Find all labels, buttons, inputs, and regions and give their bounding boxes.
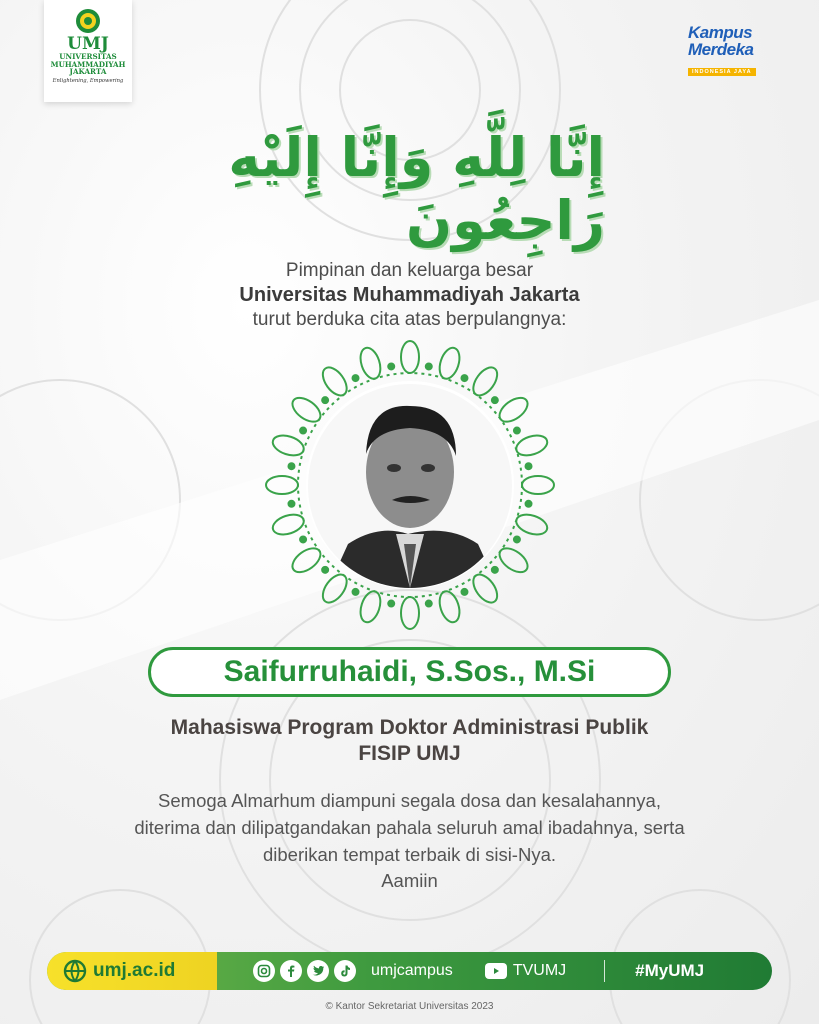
frame-dot (300, 428, 306, 434)
umj-logo (44, 0, 132, 102)
intro-line2: Universitas Muhammadiyah Jakarta (239, 284, 580, 306)
umj-emblem-icon (75, 8, 101, 34)
umj-name-line1: UNIVERSITAS (59, 52, 117, 61)
frame-petal (288, 393, 324, 426)
frame-dot (288, 463, 294, 469)
frame-petal (436, 345, 463, 381)
hashtag: #MyUMJ (635, 961, 705, 980)
website-link[interactable] (47, 952, 217, 990)
frame-dot (426, 601, 432, 607)
frame-dot (461, 375, 467, 381)
frame-petal (401, 597, 419, 629)
tiktok-icon[interactable] (334, 960, 356, 982)
frame-dot (426, 363, 432, 369)
facebook-icon[interactable] (280, 960, 302, 982)
km-line2: Merdeka (688, 40, 754, 59)
frame-petal (401, 341, 419, 373)
youtube-icon (485, 963, 507, 979)
instagram-icon[interactable] (253, 960, 275, 982)
umj-name-line2: MUHAMMADIYAH (50, 59, 126, 69)
frame-petal (522, 476, 554, 494)
frame-dot (353, 375, 359, 381)
frame-dot (353, 589, 359, 595)
social-icons (253, 960, 361, 982)
intro-line1: Pimpinan dan keluarga besar (285, 260, 534, 281)
frame-dot (526, 463, 532, 469)
umj-name-line3: JAKARTA (69, 67, 107, 77)
frame-dot (492, 397, 498, 403)
website-text: umj.ac.id (93, 960, 176, 981)
twitter-icon[interactable] (307, 960, 329, 982)
km-line1: Kampus (688, 23, 753, 42)
frame-petal (270, 432, 306, 459)
frame-petal (357, 345, 384, 381)
umj-abbr: UMJ (67, 34, 109, 54)
frame-dot (288, 501, 294, 507)
role-line1: Mahasiswa Program Doktor Administrasi Publik (170, 716, 649, 739)
frame-petal (469, 363, 502, 399)
portrait-image (308, 384, 512, 588)
frame-dot (526, 501, 532, 507)
frame-petal (318, 363, 351, 399)
kampus-merdeka-logo (688, 24, 780, 74)
deceased-name-text: Saifurruhaidi, S.Sos., M.Si (223, 655, 596, 688)
deceased-name (148, 647, 671, 697)
frame-dot (388, 601, 394, 607)
frame-dot (322, 567, 328, 573)
prayer-line2: diterima dan dilipatgandakan pahala seluruh amal ibadahnya, serta (134, 817, 685, 838)
frame-petal (288, 544, 324, 577)
youtube-link[interactable] (485, 962, 566, 980)
frame-petal (495, 393, 531, 426)
globe-icon (63, 959, 87, 983)
umj-tagline: Enlightening, Empowering (52, 77, 124, 84)
frame-dot (492, 567, 498, 573)
frame-dot (514, 428, 520, 434)
prayer-line1: Semoga Almarhum diampuni segala dosa dan kesalahannya, (158, 790, 661, 811)
portrait-photo (308, 384, 512, 588)
prayer-line4: Aamiin (381, 870, 438, 891)
youtube-text: TVUMJ (512, 962, 567, 979)
calligraphy-text: إِنَّا لِلَّهِ وَإِنَّا إِلَيْهِ رَاجِعُونَ (228, 126, 605, 252)
frame-dot (300, 536, 306, 542)
intro-line3: turut berduka cita atas berpulangnya: (252, 309, 567, 330)
frame-petal (495, 544, 531, 577)
arabic-calligraphy (215, 126, 605, 252)
frame-petal (469, 570, 502, 606)
frame-petal (266, 476, 298, 494)
frame-dot (514, 536, 520, 542)
frame-dot (388, 363, 394, 369)
frame-dot (461, 589, 467, 595)
social-handle[interactable]: umjcampus (371, 962, 453, 979)
footer-divider (604, 960, 605, 982)
prayer-line3: diberikan tempat terbaik di sisi-Nya. (262, 844, 557, 865)
frame-dot (322, 397, 328, 403)
role-line2: FISIP UMJ (358, 742, 461, 765)
frame-petal (514, 432, 550, 459)
frame-petal (318, 570, 351, 606)
copyright: © Kantor Sekretariat Universitas 2023 (325, 1001, 494, 1012)
frame-petal (514, 511, 550, 538)
footer-bar (47, 952, 772, 990)
frame-petal (357, 589, 384, 625)
frame-petal (436, 589, 463, 625)
frame-petal (270, 511, 306, 538)
km-sub: INDONESIA JAYA (688, 68, 756, 76)
